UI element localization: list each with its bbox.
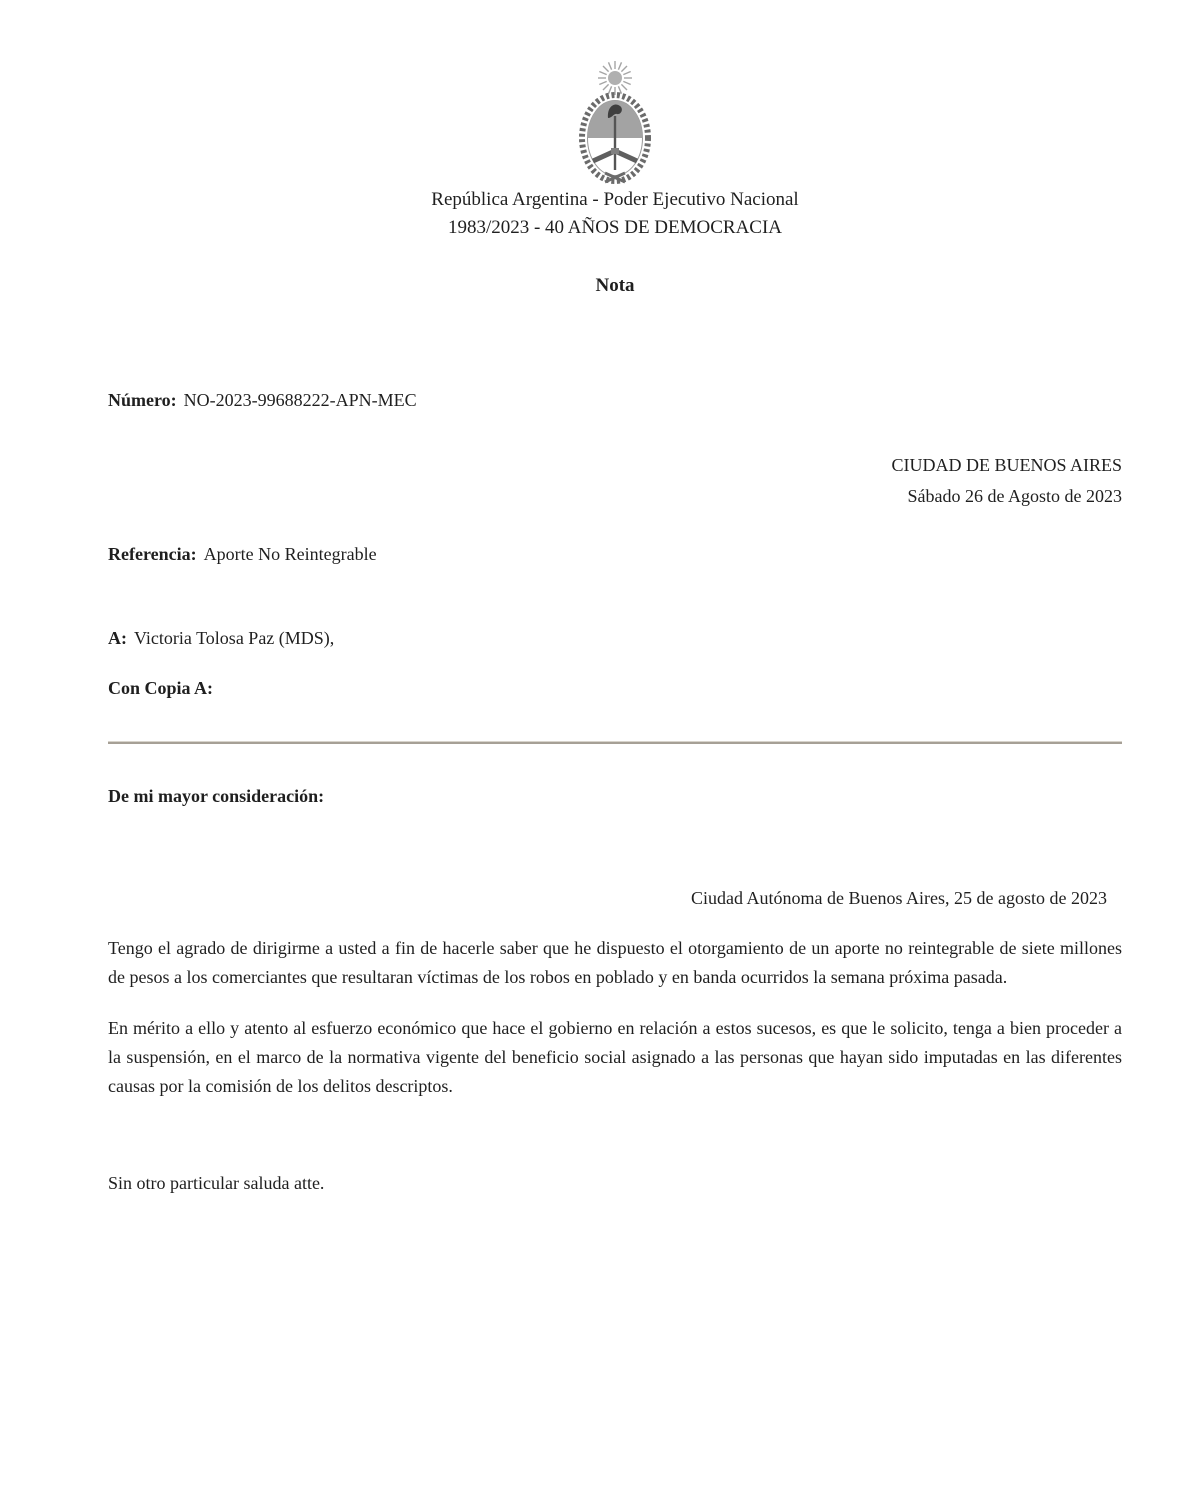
argentina-coat-of-arms-icon <box>545 60 685 186</box>
city-line: CIUDAD DE BUENOS AIRES <box>891 455 1122 475</box>
numero-row <box>108 388 1122 412</box>
emblem-wrap <box>108 0 1122 186</box>
referencia-label: Referencia: <box>108 544 197 564</box>
body-paragraph: Tengo el agrado de dirigirme a usted a fin de hacerle saber que he dispuesto el otorgamiento de un aporte no reintegrable de siete millones de pesos a los comerciantes que resultaran víctimas de los robos en poblado y en banda ocurridos la semana próxima pasada. <box>108 938 1122 987</box>
cc-label: Con Copia A: <box>108 678 214 698</box>
doc-type-title: Nota <box>595 275 635 296</box>
recipient-value: Victoria Tolosa Paz (MDS), <box>134 628 335 648</box>
date-line: Sábado 26 de Agosto de 2023 <box>907 486 1122 506</box>
place-date-block <box>108 450 1122 512</box>
sun-icon <box>608 71 622 85</box>
header-anniversary-line: 1983/2023 - 40 AÑOS DE DEMOCRACIA <box>447 217 783 238</box>
recipient-label: A: <box>108 628 127 648</box>
referencia-value: Aporte No Reintegrable <box>203 544 377 564</box>
recipient-row <box>108 626 1122 650</box>
referencia-row <box>108 542 1122 566</box>
body-paragraph: En mérito a ello y atento al esfuerzo económico que hace el gobierno en relación a estos sucesos, es que le solicito, tenga a bien proceder a la suspensión, en el marco de la normativa vigente del beneficio social asignado a las personas que hayan sido imputadas en las diferentes causas por la comisión de los delitos descriptos. <box>108 1018 1122 1096</box>
pike-icon <box>614 116 616 170</box>
hands-joint <box>611 148 619 154</box>
salutation: De mi mayor consideración: <box>108 786 325 806</box>
divider-rule <box>108 742 1122 744</box>
closing-line: Sin otro particular saluda atte. <box>108 1173 325 1193</box>
header-org-line: República Argentina - Poder Ejecutivo Nacional <box>431 189 799 210</box>
numero-label: Número: <box>108 390 177 410</box>
numero-value: NO-2023-99688222-APN-MEC <box>183 390 417 410</box>
body-dateline: Ciudad Autónoma de Buenos Aires, 25 de agosto de 2023 <box>691 888 1107 908</box>
cc-row <box>108 676 1122 700</box>
